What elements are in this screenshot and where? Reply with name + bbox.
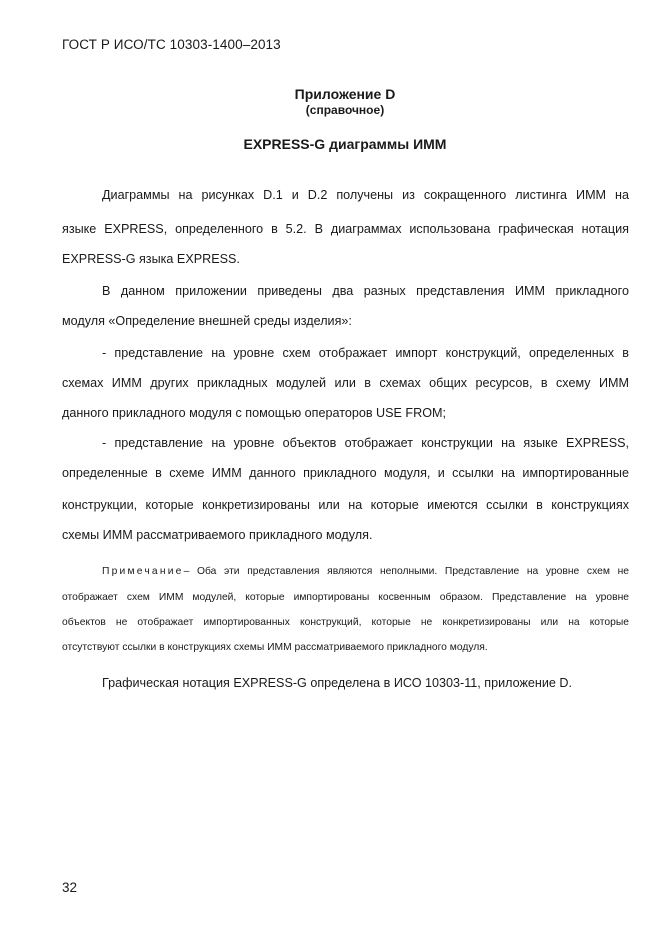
note-line: отображает схем ИММ модулей, которые импортированы косвенным образом. Представление на уровне	[62, 592, 629, 603]
list-item-line: данного прикладного модуля с помощью операторов USE FROM;	[62, 406, 446, 420]
note-line: отсутствуют ссылки в конструкциях схемы ИММ рассматриваемого прикладного модуля.	[62, 642, 488, 653]
page-header: ГОСТ Р ИСО/ТС 10303-1400–2013	[62, 37, 281, 52]
page-number: 32	[62, 880, 78, 895]
note-line: объектов не отображает импортированных конструкций, которые не конкретизированы или на которые	[62, 617, 629, 628]
appendix-subtitle: (справочное)	[305, 103, 385, 117]
paragraph-1-line: языке EXPRESS, определенного в 5.2. В диаграммах использована графическая нотация	[62, 222, 629, 236]
list-item-line: - представление на уровне схем отображает импорт конструкций, определенных в	[102, 346, 629, 360]
paragraph-1-line: Диаграммы на рисунках D.1 и D.2 получены из сокращенного листинга ИММ на	[102, 188, 629, 202]
list-item-line: определенные в схеме ИММ данного прикладного модуля, и ссылки на импортированные	[62, 466, 629, 480]
paragraph-2-line: модуля «Определение внешней среды изделия»:	[62, 314, 352, 328]
note-text: – Оба эти представления являются неполными. Представление на уровне схем не	[183, 566, 629, 577]
note-line	[102, 566, 629, 577]
appendix-title: Приложение D	[294, 86, 396, 102]
list-item-line: - представление на уровне объектов отображает конструкции на языке EXPRESS,	[102, 436, 629, 450]
paragraph-2-line: В данном приложении приведены два разных представления ИММ прикладного	[102, 284, 629, 298]
section-title: EXPRESS-G диаграммы ИММ	[243, 136, 447, 152]
paragraph-1-line: EXPRESS-G языка EXPRESS.	[62, 252, 240, 266]
list-item-line: конструкции, которые конкретизированы или на которые имеются ссылки в конструкциях	[62, 498, 629, 512]
note-label: Примечание	[102, 566, 184, 577]
list-item-line: схемы ИММ рассматриваемого прикладного модуля.	[62, 528, 373, 542]
paragraph-5-line: Графическая нотация EXPRESS-G определена в ИСО 10303-11, приложение D.	[102, 676, 573, 690]
list-item-line: схемах ИММ других прикладных модулей или в схемах общих ресурсов, в схему ИММ	[62, 376, 629, 390]
